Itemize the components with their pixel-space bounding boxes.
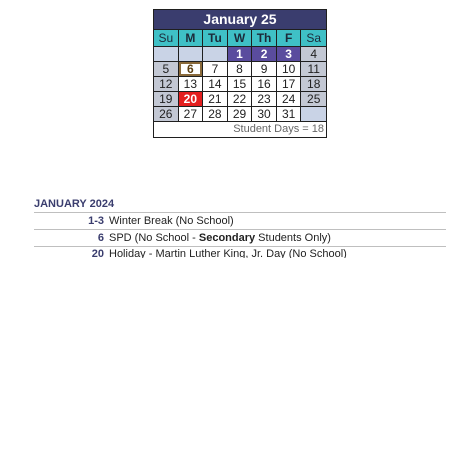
event-text [109, 213, 234, 229]
day-cell: 5 [154, 61, 179, 76]
day-cell [301, 106, 326, 121]
events-month-heading: JANUARY 2024 [34, 198, 115, 210]
day-cell: 24 [277, 91, 302, 106]
event-text-part: Winter Break (No School) [109, 215, 234, 227]
day-cell: 26 [154, 106, 179, 121]
event-text [109, 247, 347, 258]
day-cell: 15 [228, 76, 253, 91]
day-cell [154, 46, 179, 61]
day-cell: 23 [252, 91, 277, 106]
calendar-grid [154, 29, 326, 121]
day-cell: 27 [179, 106, 204, 121]
event-dates: 6 [97, 232, 104, 244]
day-cell: 30 [252, 106, 277, 121]
day-cell: 8 [228, 61, 253, 76]
event-dates: 20 [91, 248, 104, 258]
events-list [34, 212, 446, 258]
event-dates: 1-3 [88, 215, 104, 227]
calendar-title: January 25 [154, 10, 326, 29]
day-cell [203, 46, 228, 61]
event-text-bold: Secondary [198, 232, 256, 244]
day-cell: 29 [228, 106, 253, 121]
day-cell-holiday: 1 [228, 46, 253, 61]
month-calendar [153, 9, 327, 138]
dow-sunday: Su [154, 29, 179, 46]
dow-monday: M [179, 29, 204, 46]
day-cell: 19 [154, 91, 179, 106]
day-cell: 16 [252, 76, 277, 91]
dow-friday: F [277, 29, 302, 46]
day-cell: 31 [277, 106, 302, 121]
day-cell: 4 [301, 46, 326, 61]
event-text-part: SPD (No School - [109, 232, 199, 244]
day-cell: 10 [277, 61, 302, 76]
event-text-part: Holiday - Martin Luther King, Jr. Day (No School) [109, 248, 347, 258]
event-row [34, 230, 446, 247]
day-cell: 11 [301, 61, 326, 76]
dow-thursday: Th [252, 29, 277, 46]
day-cell [179, 46, 204, 61]
day-cell: 18 [301, 76, 326, 91]
dow-saturday: Sa [301, 29, 326, 46]
student-days-count: Student Days = 18 [154, 121, 326, 137]
day-cell: 21 [203, 91, 228, 106]
day-cell-holiday: 3 [277, 46, 302, 61]
day-cell: 12 [154, 76, 179, 91]
dow-wednesday: W [228, 29, 253, 46]
day-cell: 22 [228, 91, 253, 106]
day-cell: 17 [277, 76, 302, 91]
event-text [109, 230, 331, 246]
day-cell: 14 [203, 76, 228, 91]
day-cell-spd: 6 [179, 61, 204, 76]
day-cell: 25 [301, 91, 326, 106]
day-cell: 9 [252, 61, 277, 76]
event-row [34, 213, 446, 230]
day-cell: 13 [179, 76, 204, 91]
day-cell: 7 [203, 61, 228, 76]
event-text-part: Students Only) [255, 232, 331, 244]
day-cell-mlk-holiday: 20 [179, 91, 204, 106]
day-cell-holiday: 2 [252, 46, 277, 61]
event-row [34, 247, 446, 258]
day-cell: 28 [203, 106, 228, 121]
dow-tuesday: Tu [203, 29, 228, 46]
